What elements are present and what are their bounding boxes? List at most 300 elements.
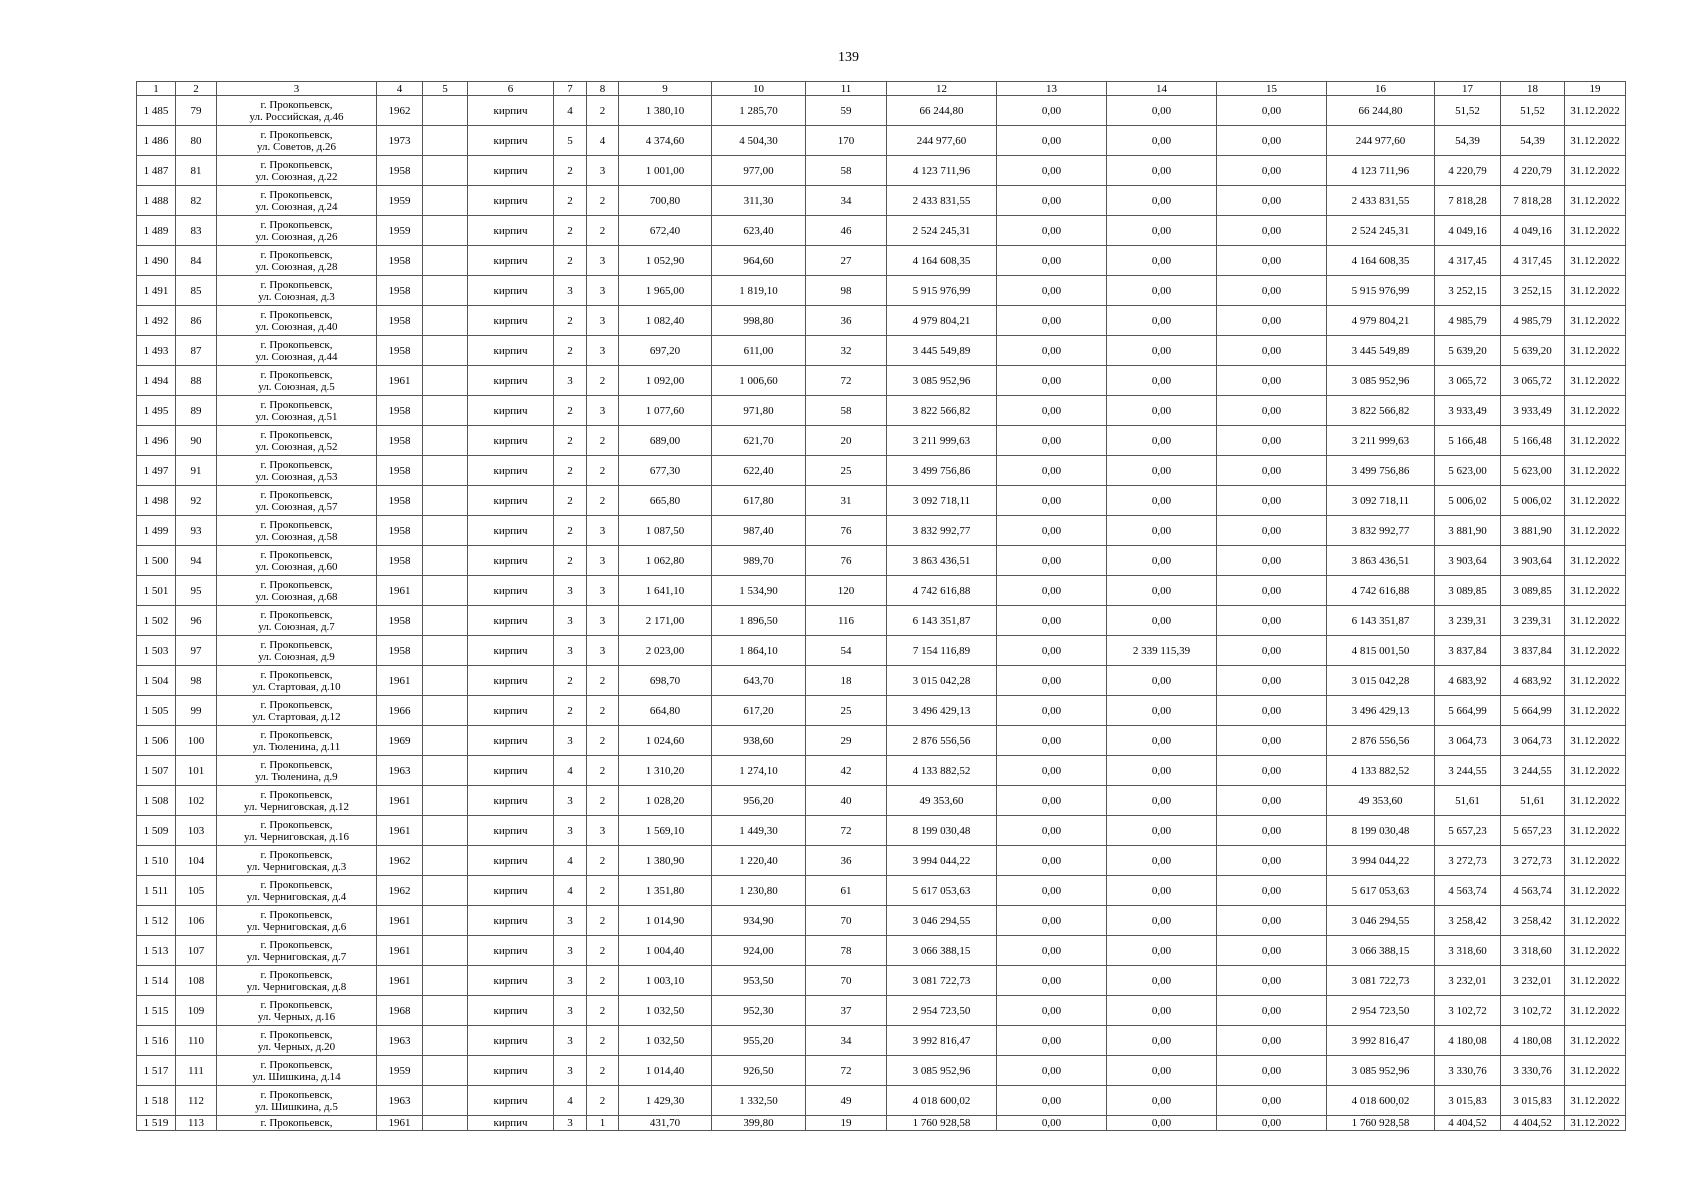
year-built: 1958 — [377, 486, 423, 516]
floors: 2 — [554, 396, 587, 426]
cost-per-m2-limit: 5 006,02 — [1501, 486, 1565, 516]
wall-material: кирпич — [468, 186, 554, 216]
col15-cell: 0,00 — [1217, 696, 1327, 726]
cost-col16: 3 863 436,51 — [1327, 546, 1435, 576]
sub-number: 88 — [176, 366, 217, 396]
address-cell — [217, 486, 377, 516]
wall-material: кирпич — [468, 906, 554, 936]
year-built: 1958 — [377, 246, 423, 276]
wall-material: кирпич — [468, 876, 554, 906]
col13-cell: 0,00 — [997, 846, 1107, 876]
table-row — [137, 336, 1626, 366]
deadline-date: 31.12.2022 — [1565, 1026, 1626, 1056]
cost-total: 5 617 053,63 — [887, 876, 997, 906]
row-number: 1 516 — [137, 1026, 176, 1056]
deadline-date: 31.12.2022 — [1565, 1116, 1626, 1131]
year-built: 1962 — [377, 96, 423, 126]
deadline-date: 31.12.2022 — [1565, 186, 1626, 216]
residents: 78 — [806, 936, 887, 966]
col14-cell: 0,00 — [1107, 156, 1217, 186]
area-total: 431,70 — [619, 1116, 712, 1131]
address-city: г. Прокопьевск, — [260, 1117, 333, 1129]
cost-total: 3 085 952,96 — [887, 1056, 997, 1086]
cost-col16: 4 979 804,21 — [1327, 306, 1435, 336]
cost-col16: 3 092 718,11 — [1327, 486, 1435, 516]
table-row — [137, 726, 1626, 756]
column-header: 16 — [1327, 82, 1435, 96]
residents: 54 — [806, 636, 887, 666]
address-street: ул. Черниговская, д.16 — [243, 830, 350, 843]
address-city: г. Прокопьевск, — [260, 908, 333, 921]
address-street: ул. Союзная, д.22 — [255, 170, 338, 183]
area-total: 1 024,60 — [619, 726, 712, 756]
sub-number: 99 — [176, 696, 217, 726]
cost-per-m2: 3 089,85 — [1435, 576, 1501, 606]
area-living: 621,70 — [712, 426, 806, 456]
cost-total: 4 979 804,21 — [887, 306, 997, 336]
wall-material: кирпич — [468, 516, 554, 546]
area-total: 1 032,50 — [619, 996, 712, 1026]
floors: 3 — [554, 636, 587, 666]
address-cell — [217, 396, 377, 426]
entrances: 2 — [587, 936, 619, 966]
area-living: 643,70 — [712, 666, 806, 696]
address-street: ул. Черниговская, д.12 — [243, 800, 350, 813]
cost-per-m2-limit: 3 015,83 — [1501, 1086, 1565, 1116]
cost-total: 66 244,80 — [887, 96, 997, 126]
address-cell — [217, 576, 377, 606]
address-cell — [217, 666, 377, 696]
year-built: 1958 — [377, 516, 423, 546]
wall-material: кирпич — [468, 366, 554, 396]
address-city: г. Прокопьевск, — [260, 398, 333, 411]
sub-number: 110 — [176, 1026, 217, 1056]
col13-cell: 0,00 — [997, 546, 1107, 576]
entrances: 2 — [587, 876, 619, 906]
sub-number: 81 — [176, 156, 217, 186]
floors: 5 — [554, 126, 587, 156]
entrances: 2 — [587, 1026, 619, 1056]
cost-col16: 2 954 723,50 — [1327, 996, 1435, 1026]
column-header: 7 — [554, 82, 587, 96]
col5-cell — [423, 1056, 468, 1086]
col15-cell: 0,00 — [1217, 1056, 1327, 1086]
sub-number: 79 — [176, 96, 217, 126]
cost-per-m2: 3 903,64 — [1435, 546, 1501, 576]
area-living: 987,40 — [712, 516, 806, 546]
row-number: 1 492 — [137, 306, 176, 336]
table-row — [137, 96, 1626, 126]
row-number: 1 519 — [137, 1116, 176, 1131]
col14-cell: 0,00 — [1107, 126, 1217, 156]
cost-total: 3 822 566,82 — [887, 396, 997, 426]
cost-col16: 3 822 566,82 — [1327, 396, 1435, 426]
cost-per-m2-limit: 4 985,79 — [1501, 306, 1565, 336]
address-cell — [217, 726, 377, 756]
area-living: 399,80 — [712, 1116, 806, 1131]
area-living: 955,20 — [712, 1026, 806, 1056]
address-city: г. Прокопьевск, — [260, 728, 333, 741]
floors: 4 — [554, 96, 587, 126]
sub-number: 104 — [176, 846, 217, 876]
cost-col16: 2 524 245,31 — [1327, 216, 1435, 246]
deadline-date: 31.12.2022 — [1565, 396, 1626, 426]
area-total: 1 569,10 — [619, 816, 712, 846]
col15-cell: 0,00 — [1217, 396, 1327, 426]
address-street: ул. Союзная, д.57 — [255, 500, 338, 513]
cost-total: 4 742 616,88 — [887, 576, 997, 606]
col5-cell — [423, 336, 468, 366]
table-row — [137, 816, 1626, 846]
address-city: г. Прокопьевск, — [260, 758, 333, 771]
area-living: 956,20 — [712, 786, 806, 816]
deadline-date: 31.12.2022 — [1565, 426, 1626, 456]
deadline-date: 31.12.2022 — [1565, 816, 1626, 846]
wall-material: кирпич — [468, 816, 554, 846]
wall-material: кирпич — [468, 96, 554, 126]
table-row — [137, 786, 1626, 816]
col14-cell: 0,00 — [1107, 666, 1217, 696]
residents: 34 — [806, 186, 887, 216]
row-number: 1 494 — [137, 366, 176, 396]
col14-cell: 0,00 — [1107, 1056, 1217, 1086]
wall-material: кирпич — [468, 576, 554, 606]
table-row — [137, 426, 1626, 456]
wall-material: кирпич — [468, 1086, 554, 1116]
deadline-date: 31.12.2022 — [1565, 576, 1626, 606]
address-cell — [217, 96, 377, 126]
entrances: 2 — [587, 426, 619, 456]
year-built: 1963 — [377, 1086, 423, 1116]
area-total: 1 380,90 — [619, 846, 712, 876]
entrances: 2 — [587, 456, 619, 486]
floors: 2 — [554, 666, 587, 696]
col15-cell: 0,00 — [1217, 1116, 1327, 1131]
cost-per-m2-limit: 7 818,28 — [1501, 186, 1565, 216]
address-street: ул. Шишкина, д.14 — [252, 1070, 341, 1083]
col14-cell: 0,00 — [1107, 966, 1217, 996]
wall-material: кирпич — [468, 546, 554, 576]
deadline-date: 31.12.2022 — [1565, 126, 1626, 156]
cost-per-m2: 3 881,90 — [1435, 516, 1501, 546]
row-number: 1 504 — [137, 666, 176, 696]
table-row — [137, 1086, 1626, 1116]
entrances: 1 — [587, 1116, 619, 1131]
address-cell — [217, 1026, 377, 1056]
wall-material: кирпич — [468, 126, 554, 156]
area-total: 1 003,10 — [619, 966, 712, 996]
row-number: 1 493 — [137, 336, 176, 366]
col14-cell: 0,00 — [1107, 1086, 1217, 1116]
cost-per-m2-limit: 4 404,52 — [1501, 1116, 1565, 1131]
area-total: 4 374,60 — [619, 126, 712, 156]
col14-cell: 0,00 — [1107, 1116, 1217, 1131]
col5-cell — [423, 186, 468, 216]
deadline-date: 31.12.2022 — [1565, 96, 1626, 126]
col15-cell: 0,00 — [1217, 666, 1327, 696]
area-total: 1 641,10 — [619, 576, 712, 606]
year-built: 1958 — [377, 546, 423, 576]
floors: 3 — [554, 276, 587, 306]
entrances: 2 — [587, 186, 619, 216]
wall-material: кирпич — [468, 216, 554, 246]
col5-cell — [423, 966, 468, 996]
area-living: 1 449,30 — [712, 816, 806, 846]
col15-cell: 0,00 — [1217, 936, 1327, 966]
col14-cell: 0,00 — [1107, 576, 1217, 606]
address-street: ул. Союзная, д.7 — [258, 620, 335, 633]
table-row — [137, 636, 1626, 666]
address-city: г. Прокопьевск, — [260, 98, 333, 111]
area-living: 924,00 — [712, 936, 806, 966]
sub-number: 94 — [176, 546, 217, 576]
deadline-date: 31.12.2022 — [1565, 876, 1626, 906]
sub-number: 87 — [176, 336, 217, 366]
col5-cell — [423, 96, 468, 126]
col13-cell: 0,00 — [997, 1056, 1107, 1086]
floors: 3 — [554, 816, 587, 846]
floors: 2 — [554, 186, 587, 216]
floors: 2 — [554, 486, 587, 516]
row-number: 1 507 — [137, 756, 176, 786]
deadline-date: 31.12.2022 — [1565, 336, 1626, 366]
area-total: 672,40 — [619, 216, 712, 246]
area-total: 664,80 — [619, 696, 712, 726]
address-cell — [217, 786, 377, 816]
column-header: 6 — [468, 82, 554, 96]
entrances: 2 — [587, 96, 619, 126]
sub-number: 92 — [176, 486, 217, 516]
area-total: 698,70 — [619, 666, 712, 696]
floors: 3 — [554, 606, 587, 636]
table-row — [137, 396, 1626, 426]
deadline-date: 31.12.2022 — [1565, 606, 1626, 636]
residents: 70 — [806, 906, 887, 936]
col13-cell: 0,00 — [997, 516, 1107, 546]
floors: 3 — [554, 366, 587, 396]
col15-cell: 0,00 — [1217, 126, 1327, 156]
residents: 25 — [806, 696, 887, 726]
address-city: г. Прокопьевск, — [260, 608, 333, 621]
address-city: г. Прокопьевск, — [260, 278, 333, 291]
residents: 76 — [806, 546, 887, 576]
col5-cell — [423, 306, 468, 336]
cost-col16: 6 143 351,87 — [1327, 606, 1435, 636]
sub-number: 101 — [176, 756, 217, 786]
cost-total: 3 994 044,22 — [887, 846, 997, 876]
entrances: 3 — [587, 246, 619, 276]
cost-per-m2: 5 623,00 — [1435, 456, 1501, 486]
cost-per-m2: 4 317,45 — [1435, 246, 1501, 276]
sub-number: 113 — [176, 1116, 217, 1131]
cost-per-m2: 7 818,28 — [1435, 186, 1501, 216]
address-street: ул. Союзная, д.58 — [255, 530, 338, 543]
col13-cell: 0,00 — [997, 456, 1107, 486]
deadline-date: 31.12.2022 — [1565, 966, 1626, 996]
address-street: ул. Союзная, д.5 — [258, 380, 335, 393]
cost-per-m2: 4 180,08 — [1435, 1026, 1501, 1056]
floors: 2 — [554, 216, 587, 246]
cost-per-m2-limit: 5 166,48 — [1501, 426, 1565, 456]
cost-per-m2-limit: 3 252,15 — [1501, 276, 1565, 306]
area-living: 1 285,70 — [712, 96, 806, 126]
table-row — [137, 996, 1626, 1026]
deadline-date: 31.12.2022 — [1565, 546, 1626, 576]
deadline-date: 31.12.2022 — [1565, 726, 1626, 756]
col13-cell: 0,00 — [997, 426, 1107, 456]
entrances: 3 — [587, 576, 619, 606]
address-city: г. Прокопьевск, — [260, 248, 333, 261]
cost-per-m2: 3 232,01 — [1435, 966, 1501, 996]
entrances: 3 — [587, 606, 619, 636]
deadline-date: 31.12.2022 — [1565, 156, 1626, 186]
cost-per-m2: 3 239,31 — [1435, 606, 1501, 636]
sub-number: 105 — [176, 876, 217, 906]
area-living: 1 896,50 — [712, 606, 806, 636]
address-city: г. Прокопьевск, — [260, 308, 333, 321]
col13-cell: 0,00 — [997, 756, 1107, 786]
area-total: 1 351,80 — [619, 876, 712, 906]
address-city: г. Прокопьевск, — [260, 878, 333, 891]
floors: 2 — [554, 456, 587, 486]
area-living: 617,80 — [712, 486, 806, 516]
area-living: 938,60 — [712, 726, 806, 756]
wall-material: кирпич — [468, 336, 554, 366]
wall-material: кирпич — [468, 726, 554, 756]
area-total: 1 087,50 — [619, 516, 712, 546]
wall-material: кирпич — [468, 1056, 554, 1086]
entrances: 3 — [587, 156, 619, 186]
residents: 42 — [806, 756, 887, 786]
year-built: 1958 — [377, 156, 423, 186]
wall-material: кирпич — [468, 786, 554, 816]
col14-cell: 0,00 — [1107, 456, 1217, 486]
deadline-date: 31.12.2022 — [1565, 276, 1626, 306]
sub-number: 90 — [176, 426, 217, 456]
cost-per-m2-limit: 3 330,76 — [1501, 1056, 1565, 1086]
col5-cell — [423, 906, 468, 936]
area-living: 622,40 — [712, 456, 806, 486]
cost-per-m2-limit: 4 683,92 — [1501, 666, 1565, 696]
deadline-date: 31.12.2022 — [1565, 906, 1626, 936]
col13-cell: 0,00 — [997, 96, 1107, 126]
col14-cell: 0,00 — [1107, 846, 1217, 876]
col15-cell: 0,00 — [1217, 336, 1327, 366]
cost-total: 2 876 556,56 — [887, 726, 997, 756]
residents: 59 — [806, 96, 887, 126]
table-row — [137, 1116, 1626, 1131]
col5-cell — [423, 246, 468, 276]
cost-per-m2-limit: 3 065,72 — [1501, 366, 1565, 396]
address-city: г. Прокопьевск, — [260, 1088, 333, 1101]
wall-material: кирпич — [468, 396, 554, 426]
deadline-date: 31.12.2022 — [1565, 936, 1626, 966]
address-street: ул. Тюленина, д.9 — [255, 770, 338, 783]
cost-col16: 3 046 294,55 — [1327, 906, 1435, 936]
cost-per-m2-limit: 3 064,73 — [1501, 726, 1565, 756]
cost-total: 3 445 549,89 — [887, 336, 997, 366]
cost-col16: 3 992 816,47 — [1327, 1026, 1435, 1056]
col5-cell — [423, 846, 468, 876]
row-number: 1 487 — [137, 156, 176, 186]
address-street: ул. Союзная, д.28 — [255, 260, 338, 273]
year-built: 1961 — [377, 666, 423, 696]
col14-cell: 0,00 — [1107, 906, 1217, 936]
address-cell — [217, 606, 377, 636]
residents: 72 — [806, 816, 887, 846]
cost-per-m2-limit: 3 318,60 — [1501, 936, 1565, 966]
cost-col16: 4 133 882,52 — [1327, 756, 1435, 786]
col15-cell: 0,00 — [1217, 576, 1327, 606]
area-living: 1 274,10 — [712, 756, 806, 786]
column-header: 19 — [1565, 82, 1626, 96]
column-header: 4 — [377, 82, 423, 96]
entrances: 3 — [587, 546, 619, 576]
row-number: 1 501 — [137, 576, 176, 606]
cost-total: 4 123 711,96 — [887, 156, 997, 186]
residents: 36 — [806, 846, 887, 876]
cost-total: 3 046 294,55 — [887, 906, 997, 936]
floors: 4 — [554, 846, 587, 876]
address-street: ул. Шишкина, д.5 — [255, 1100, 338, 1113]
cost-col16: 49 353,60 — [1327, 786, 1435, 816]
address-street: ул. Тюленина, д.11 — [252, 740, 341, 753]
sub-number: 84 — [176, 246, 217, 276]
col5-cell — [423, 396, 468, 426]
col14-cell: 0,00 — [1107, 756, 1217, 786]
row-number: 1 517 — [137, 1056, 176, 1086]
residents: 70 — [806, 966, 887, 996]
cost-per-m2-limit: 3 837,84 — [1501, 636, 1565, 666]
table-row — [137, 516, 1626, 546]
year-built: 1959 — [377, 1056, 423, 1086]
area-living: 953,50 — [712, 966, 806, 996]
cost-col16: 5 617 053,63 — [1327, 876, 1435, 906]
area-living: 989,70 — [712, 546, 806, 576]
area-total: 1 014,90 — [619, 906, 712, 936]
year-built: 1959 — [377, 216, 423, 246]
cost-total: 4 164 608,35 — [887, 246, 997, 276]
cost-per-m2: 3 933,49 — [1435, 396, 1501, 426]
year-built: 1958 — [377, 336, 423, 366]
address-city: г. Прокопьевск, — [260, 518, 333, 531]
address-street: ул. Союзная, д.3 — [258, 290, 335, 303]
row-number: 1 506 — [137, 726, 176, 756]
address-city: г. Прокопьевск, — [260, 788, 333, 801]
wall-material: кирпич — [468, 1026, 554, 1056]
col5-cell — [423, 546, 468, 576]
floors: 3 — [554, 786, 587, 816]
col14-cell: 0,00 — [1107, 276, 1217, 306]
address-cell — [217, 156, 377, 186]
area-total: 1 001,00 — [619, 156, 712, 186]
cost-col16: 3 496 429,13 — [1327, 696, 1435, 726]
col15-cell: 0,00 — [1217, 486, 1327, 516]
cost-per-m2-limit: 4 180,08 — [1501, 1026, 1565, 1056]
cost-col16: 1 760 928,58 — [1327, 1116, 1435, 1131]
wall-material: кирпич — [468, 156, 554, 186]
col5-cell — [423, 756, 468, 786]
table-row — [137, 156, 1626, 186]
cost-per-m2: 3 258,42 — [1435, 906, 1501, 936]
residents: 25 — [806, 456, 887, 486]
col15-cell: 0,00 — [1217, 456, 1327, 486]
entrances: 3 — [587, 816, 619, 846]
cost-total: 2 524 245,31 — [887, 216, 997, 246]
col14-cell: 0,00 — [1107, 516, 1217, 546]
address-cell — [217, 816, 377, 846]
deadline-date: 31.12.2022 — [1565, 1056, 1626, 1086]
